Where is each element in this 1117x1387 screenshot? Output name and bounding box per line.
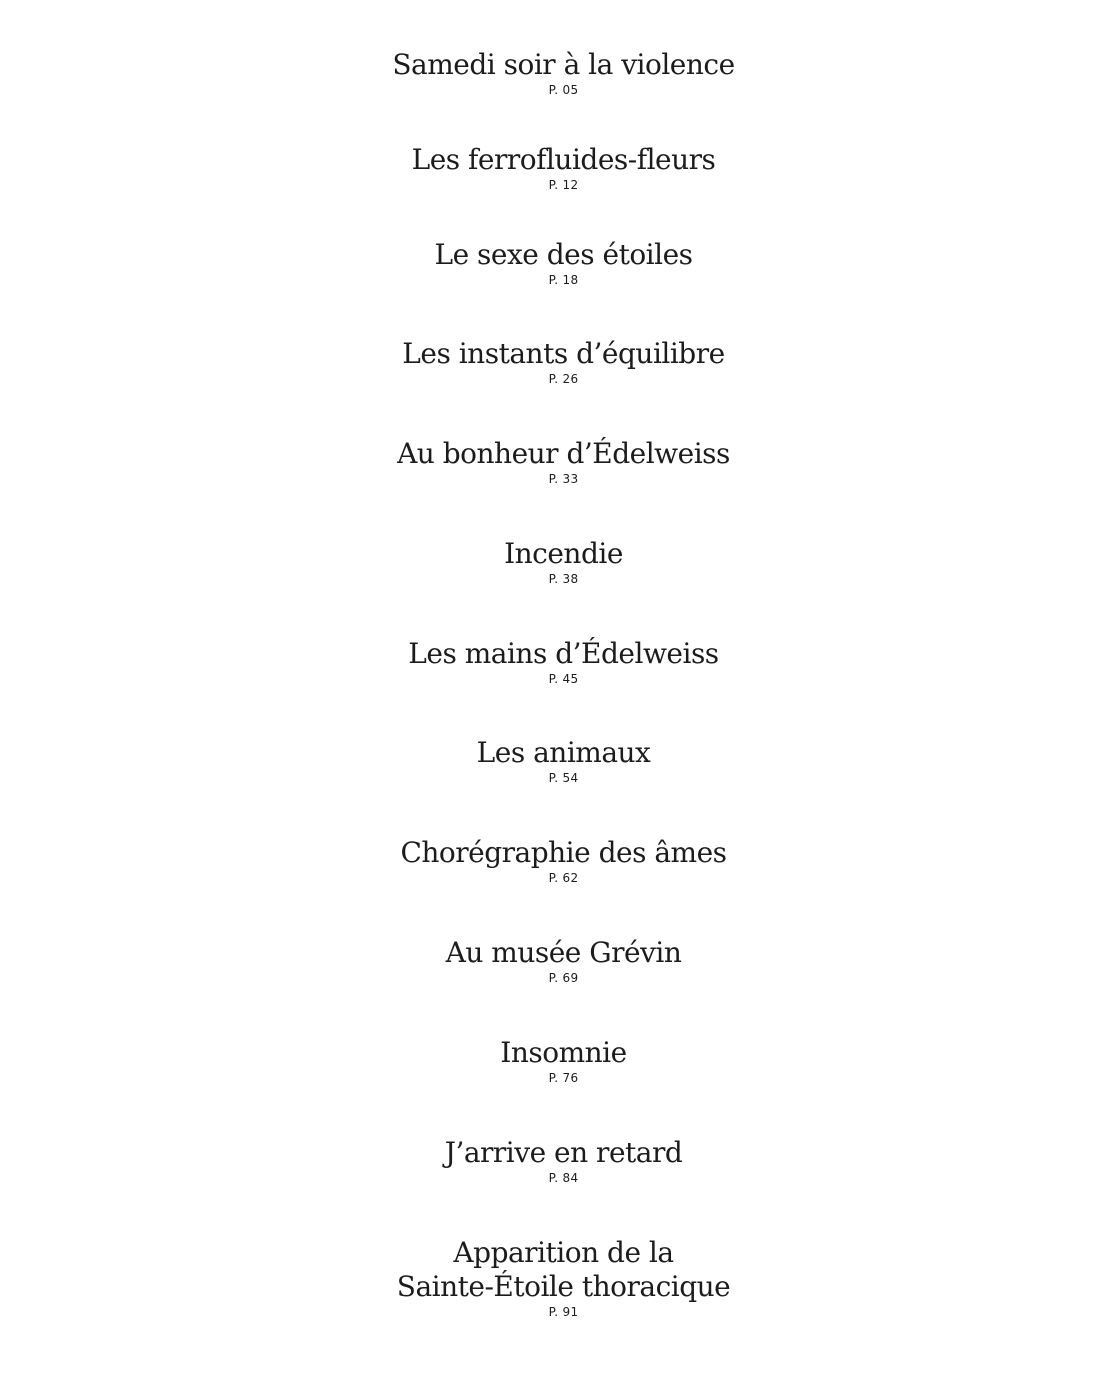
chapter-title[interactable]: Le sexe des étoiles [434,238,693,271]
chapter-page-number: P. 76 [548,1071,579,1085]
chapter-page-number: P. 69 [548,971,579,985]
chapter-page-number: P. 54 [548,771,579,785]
chapter-page-number: P. 45 [548,672,579,686]
toc-entry[interactable] [0,48,1117,97]
chapter-page-number: P. 62 [548,871,579,885]
chapter-title[interactable]: Insomnie [500,1036,627,1069]
toc-entry[interactable] [0,836,1117,885]
chapter-page-number: P. 26 [548,372,579,386]
chapter-page-number: P. 05 [548,83,579,97]
chapter-title[interactable]: Incendie [504,537,623,570]
chapter-title[interactable]: Les animaux [476,736,651,769]
chapter-title[interactable]: Les mains d’Édelweiss [408,637,719,670]
chapter-title[interactable]: Les instants d’équilibre [402,337,725,370]
chapter-page-number: P. 18 [548,273,579,287]
chapter-title[interactable]: J’arrive en retard [444,1136,683,1169]
chapter-page-number: P. 33 [548,472,579,486]
chapter-title-line-1[interactable]: Apparition de la [453,1236,674,1269]
toc-entry[interactable] [0,238,1117,287]
chapter-title[interactable]: Au musée Grévin [445,936,682,969]
chapter-title[interactable]: Au bonheur d’Édelweiss [397,437,730,470]
toc-entry[interactable] [0,143,1117,192]
toc-entry[interactable] [0,1136,1117,1185]
toc-entry[interactable] [0,437,1117,486]
chapter-page-number: P. 38 [548,572,579,586]
toc-entry[interactable] [0,337,1117,386]
toc-entry[interactable] [0,936,1117,985]
chapter-page-number: P. 12 [548,178,579,192]
toc-entry[interactable] [0,736,1117,785]
chapter-page-number: P. 84 [548,1171,579,1185]
chapter-title-line-2[interactable]: Sainte-Étoile thoracique [396,1270,731,1303]
toc-entry[interactable] [0,1036,1117,1085]
chapter-title[interactable]: Les ferrofluides-fleurs [411,143,716,176]
toc-entry[interactable] [0,637,1117,686]
chapter-title[interactable]: Chorégraphie des âmes [400,836,727,869]
chapter-page-number: P. 91 [548,1305,579,1319]
chapter-title[interactable]: Samedi soir à la violence [392,48,735,81]
toc-entry[interactable] [0,1236,1117,1319]
toc-entry[interactable] [0,537,1117,586]
